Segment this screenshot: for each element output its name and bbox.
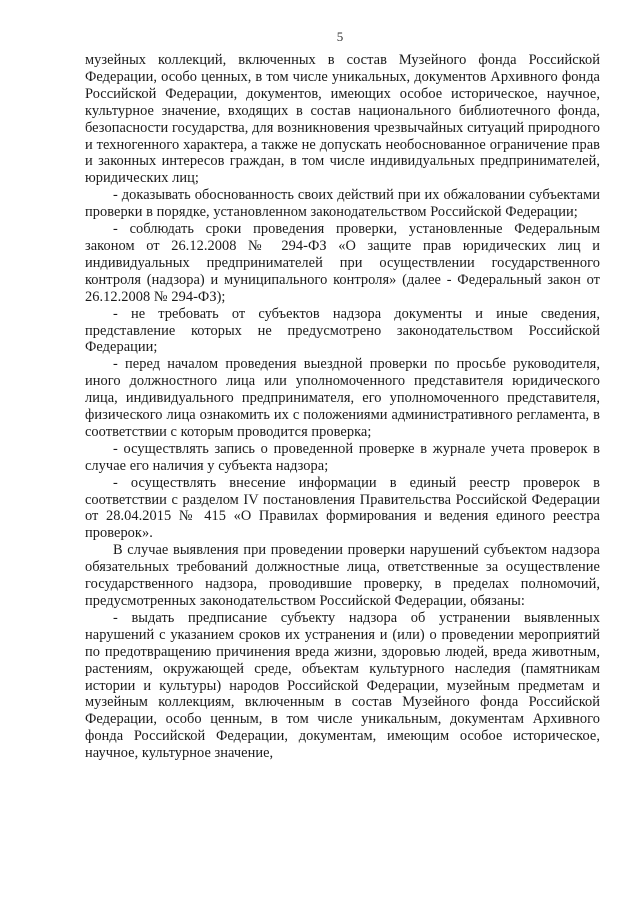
document-body xyxy=(85,52,600,762)
paragraph-no-extra-documents: - не требовать от субъектов надзора документы и иные сведения, представление которых не предусмотрено законодательством Российской Федерации; xyxy=(85,305,600,356)
paragraph-inspection-deadlines: - соблюдать сроки проведения проверки, установленные Федеральным законом от 26.12.2008 № 294-ФЗ «О защите прав юридических лиц и индивидуальных предпринимателей при осуществлении государственного контроля (надзора) и муниципального контроля» (далее - Федеральный закон от 26.12.2008 № 294-ФЗ); xyxy=(85,221,600,305)
paragraph-violations-detected: В случае выявления при проведении проверки нарушений субъектом надзора обязательных требований должностные лица, ответственные за осуществление государственного надзора, проводившие проверку, в пределах полномочий, предусмотренных законодательством Российской Федерации, обязаны: xyxy=(85,542,600,609)
paragraph-inspection-log: - осуществлять запись о проведенной проверке в журнале учета проверок в случае его наличия у субъекта надзора; xyxy=(85,440,600,474)
paragraph-issue-order: - выдать предписание субъекту надзора об устранении выявленных нарушений с указанием сроков их устранения и (или) о проведении мероприятий по предотвращению причинения вреда жизни, здоровью людей, вреда животным, растениям, окружающей среде, объектам культурного наследия (памятникам истории и культуры) народов Российской Федерации, музейным предметам и музейным коллекциям, включенным в состав Музейного фонда Российской Федерации, особо ценным, в том числе уникальным, документам Архивного фонда Российской Федерации, документам, имеющим особое историческое, научное, культурное значение, xyxy=(85,609,600,762)
page-number: 5 xyxy=(336,29,344,44)
paragraph-familiarize-regulation: - перед началом проведения выездной проверки по просьбе руководителя, иного должностного лица или уполномоченного представителя юридического лица, индивидуального предпринимателя, его уполномоченного представителя, физического лица ознакомить их с положениями административного регламента, в соответствии с которым проводится проверка; xyxy=(85,356,600,440)
paragraph-justify-actions: - доказывать обоснованность своих действий при их обжаловании субъектами проверки в порядке, установленном законодательством Российской Федерации; xyxy=(85,187,600,221)
paragraph-unified-register: - осуществлять внесение информации в единый реестр проверок в соответствии с разделом IV постановления Правительства Российской Федерации от 28.04.2015 № 415 «О Правилах формирования и ведения единого реестра проверок». xyxy=(85,474,600,542)
paragraph-continuation: музейных коллекций, включенных в состав Музейного фонда Российской Федерации, особо ценных, в том числе уникальных, документов Архивного фонда Российской Федерации, документов, имеющих особое историческое, научное, культурное значение, входящих в состав национального библиотечного фонда, безопасности государства, для возникновения чрезвычайных ситуаций природного и техногенного характера, а также не допускать необоснованное ограничение прав и законных интересов граждан, в том числе индивидуальных предпринимателей, юридических лиц; xyxy=(85,52,600,187)
